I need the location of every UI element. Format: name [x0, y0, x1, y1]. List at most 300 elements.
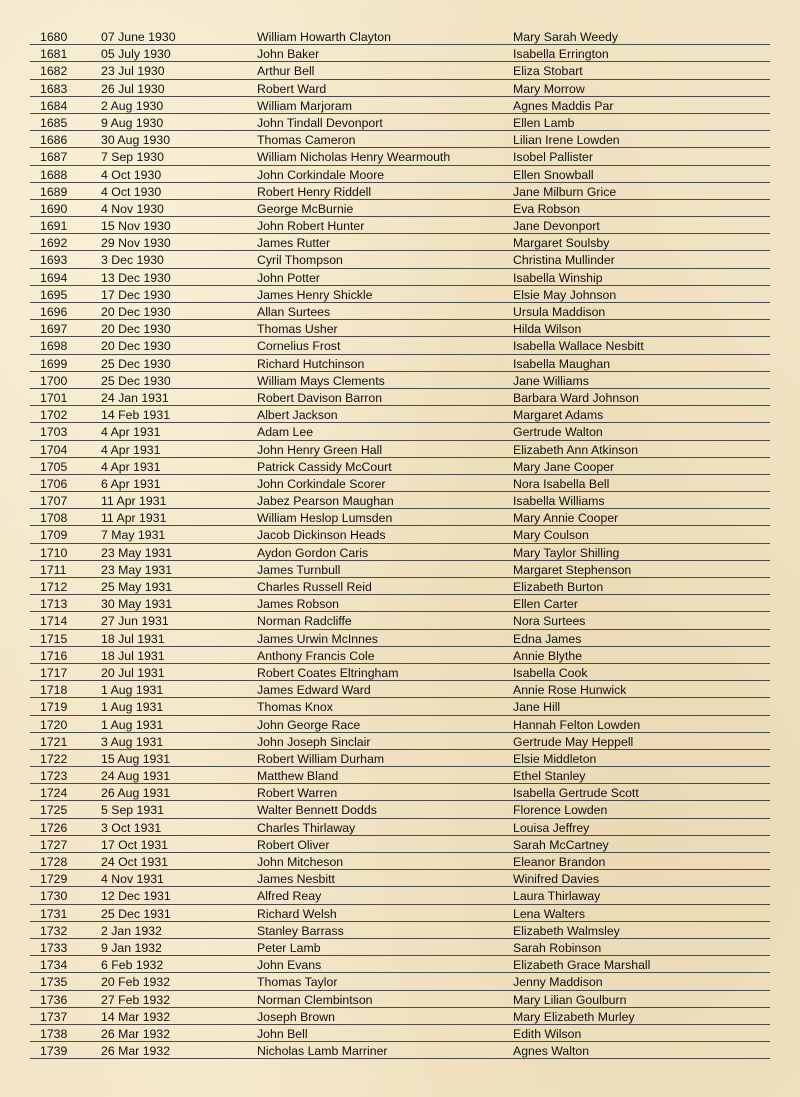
table-row: [0, 389, 800, 406]
marriage-date: 3 Dec 1930: [101, 253, 164, 268]
entry-number: 1720: [40, 717, 68, 732]
marriage-date: 9 Jan 1932: [101, 940, 162, 955]
table-row: [0, 200, 800, 217]
bride-name: Christina Mullinder: [513, 253, 615, 268]
entry-number: 1702: [40, 408, 68, 423]
marriage-date: 05 July 1930: [101, 47, 171, 62]
table-row: [0, 767, 800, 784]
groom-name: John Evans: [257, 958, 322, 973]
bride-name: Annie Blythe: [513, 648, 583, 663]
groom-name: Stanley Barrass: [257, 923, 344, 938]
entry-number: 1709: [40, 528, 68, 543]
table-row: [0, 544, 800, 561]
marriage-date: 26 Aug 1931: [101, 786, 171, 801]
table-row: [0, 664, 800, 681]
table-row: [0, 561, 800, 578]
groom-name: John Corkindale Moore: [257, 167, 385, 182]
groom-name: Thomas Cameron: [257, 133, 356, 148]
groom-name: Thomas Usher: [257, 322, 338, 337]
entry-number: 1699: [40, 356, 68, 371]
groom-name: Cyril Thompson: [257, 253, 343, 268]
table-row: [0, 423, 800, 440]
marriage-date: 15 Aug 1931: [101, 751, 171, 766]
table-row: [0, 853, 800, 870]
table-row: [0, 183, 800, 200]
marriage-date: 4 Nov 1930: [101, 201, 164, 216]
entry-number: 1693: [40, 253, 68, 268]
bride-name: Mary Taylor Shilling: [513, 545, 620, 560]
marriage-date: 7 Sep 1930: [101, 150, 164, 165]
table-row: [0, 939, 800, 956]
table-row: [0, 217, 800, 234]
table-row: [0, 612, 800, 629]
bride-name: Nora Isabella Bell: [513, 476, 610, 491]
entry-number: 1697: [40, 322, 68, 337]
groom-name: James Urwin McInnes: [257, 631, 378, 646]
bride-name: Jane Hill: [513, 700, 561, 715]
bride-name: Elsie May Johnson: [513, 287, 617, 302]
bride-name: Mary Elizabeth Murley: [513, 1009, 635, 1024]
marriage-date: 30 Aug 1930: [101, 133, 171, 148]
table-row: [0, 956, 800, 973]
entry-number: 1716: [40, 648, 68, 663]
groom-name: Cornelius Frost: [257, 339, 341, 354]
marriage-date: 14 Mar 1932: [101, 1009, 171, 1024]
groom-name: Peter Lamb: [257, 940, 321, 955]
groom-name: William Nicholas Henry Wearmouth: [257, 150, 451, 165]
marriage-date: 15 Nov 1930: [101, 219, 171, 234]
groom-name: Arthur Bell: [257, 64, 315, 79]
bride-name: Florence Lowden: [513, 803, 608, 818]
marriage-date: 24 Oct 1931: [101, 855, 168, 869]
marriage-date: 6 Apr 1931: [101, 476, 161, 491]
entry-number: 1723: [40, 769, 68, 784]
groom-name: John Baker: [257, 47, 320, 62]
table-row: [0, 647, 800, 664]
bride-name: Ellen Carter: [513, 597, 578, 612]
groom-name: George McBurnie: [257, 201, 354, 216]
groom-name: Albert Jackson: [257, 408, 338, 423]
groom-name: Robert Davison Barron: [257, 390, 383, 405]
bride-name: Isabella Errington: [513, 47, 609, 62]
groom-name: John Tindall Devonport: [257, 115, 383, 130]
table-row: [0, 991, 800, 1008]
entry-number: 1691: [40, 219, 68, 234]
entry-number: 1707: [40, 494, 68, 509]
groom-name: Aydon Gordon Caris: [257, 545, 369, 560]
bride-name: Elizabeth Walmsley: [513, 923, 620, 938]
marriage-date: 23 May 1931: [101, 562, 173, 577]
bride-name: Annie Rose Hunwick: [513, 683, 627, 698]
bride-name: Elsie Middleton: [513, 751, 597, 766]
marriage-date: 26 Jul 1930: [101, 81, 165, 96]
groom-name: William Mays Clements: [257, 373, 385, 388]
table-row: [0, 320, 800, 337]
entry-number: 1706: [40, 476, 68, 491]
marriage-register-table: [0, 28, 800, 1059]
entry-number: 1717: [40, 665, 68, 680]
marriage-date: 4 Apr 1931: [101, 425, 161, 440]
table-row: [0, 1025, 800, 1042]
entry-number: 1690: [40, 201, 68, 216]
marriage-date: 17 Dec 1930: [101, 287, 171, 302]
entry-number: 1701: [40, 390, 68, 405]
bride-name: Lena Walters: [513, 906, 585, 921]
bride-name: Laura Thirlaway: [513, 889, 601, 904]
table-row: [0, 269, 800, 286]
entry-number: 1681: [40, 47, 68, 62]
marriage-date: 1 Aug 1931: [101, 717, 164, 732]
entry-number: 1703: [40, 425, 68, 440]
groom-name: Joseph Brown: [257, 1009, 335, 1024]
entry-number: 1705: [40, 459, 68, 474]
table-row: [0, 114, 800, 131]
bride-name: Hannah Felton Lowden: [513, 717, 641, 732]
bride-name: Isabella Maughan: [513, 356, 611, 371]
groom-name: Robert Coates Eltringham: [257, 665, 399, 680]
groom-name: Allan Surtees: [257, 305, 331, 319]
entry-number: 1710: [40, 545, 68, 560]
bride-name: Isabella Cook: [513, 665, 588, 680]
table-row: [0, 148, 800, 165]
groom-name: Norman Clembintson: [257, 992, 373, 1007]
groom-name: John Henry Green Hall: [257, 442, 383, 457]
table-row: [0, 922, 800, 939]
entry-number: 1700: [40, 373, 68, 388]
bride-name: Jane Williams: [513, 373, 589, 388]
marriage-date: 25 Dec 1930: [101, 373, 171, 388]
marriage-date: 25 Dec 1930: [101, 356, 171, 371]
table-row: [0, 716, 800, 733]
marriage-date: 26 Mar 1932: [101, 1044, 171, 1059]
bride-name: Ellen Lamb: [513, 115, 575, 130]
table-row: [0, 750, 800, 767]
marriage-date: 20 Feb 1932: [101, 975, 171, 990]
entry-number: 1729: [40, 872, 68, 887]
marriage-date: 4 Nov 1931: [101, 872, 164, 887]
bride-name: Jenny Maddison: [513, 975, 603, 990]
groom-name: Thomas Knox: [257, 700, 333, 715]
bride-name: Margaret Stephenson: [513, 562, 632, 577]
bride-name: Margaret Soulsby: [513, 236, 610, 251]
entry-number: 1714: [40, 614, 68, 629]
entry-number: 1737: [40, 1009, 68, 1024]
entry-number: 1728: [40, 855, 68, 869]
bride-name: Nora Surtees: [513, 614, 586, 629]
table-row: [0, 595, 800, 612]
entry-number: 1713: [40, 597, 68, 612]
entry-number: 1735: [40, 975, 68, 990]
groom-name: James Edward Ward: [257, 683, 371, 698]
table-row: [0, 337, 800, 354]
entry-number: 1732: [40, 923, 68, 938]
bride-name: Elizabeth Burton: [513, 580, 604, 594]
entry-number: 1739: [40, 1044, 68, 1059]
groom-name: John George Race: [257, 717, 361, 732]
marriage-date: 26 Mar 1932: [101, 1026, 171, 1041]
bride-name: Mary Coulson: [513, 528, 589, 543]
groom-name: John Bell: [257, 1026, 308, 1041]
table-row: [0, 1042, 800, 1059]
marriage-date: 23 Jul 1930: [101, 64, 165, 79]
entry-number: 1687: [40, 150, 68, 165]
groom-name: William Heslop Lumsden: [257, 511, 393, 526]
bride-name: Isabella Gertrude Scott: [513, 786, 639, 801]
table-row: [0, 28, 800, 45]
entry-number: 1733: [40, 940, 68, 955]
marriage-date: 2 Aug 1930: [101, 98, 164, 113]
entry-number: 1727: [40, 837, 68, 852]
groom-name: Jacob Dickinson Heads: [257, 528, 386, 543]
groom-name: Nicholas Lamb Marriner: [257, 1044, 388, 1059]
groom-name: Robert Oliver: [257, 837, 330, 852]
table-row: [0, 819, 800, 836]
bride-name: Jane Devonport: [513, 219, 600, 234]
groom-name: Robert Ward: [257, 81, 327, 96]
table-row: [0, 733, 800, 750]
bride-name: Elizabeth Ann Atkinson: [513, 442, 639, 457]
marriage-date: 4 Oct 1930: [101, 167, 162, 182]
table-row: [0, 887, 800, 904]
table-row: [0, 355, 800, 372]
bride-name: Mary Lilian Goulburn: [513, 992, 627, 1007]
table-row: [0, 870, 800, 887]
entry-number: 1686: [40, 133, 68, 148]
marriage-date: 7 May 1931: [101, 528, 166, 543]
table-row: [0, 509, 800, 526]
entry-number: 1684: [40, 98, 68, 113]
marriage-date: 6 Feb 1932: [101, 958, 164, 973]
groom-name: Adam Lee: [257, 425, 314, 440]
bride-name: Louisa Jeffrey: [513, 820, 590, 835]
marriage-date: 5 Sep 1931: [101, 803, 164, 818]
bride-name: Isabella Williams: [513, 494, 605, 509]
entry-number: 1719: [40, 700, 68, 715]
bride-name: Agnes Maddis Par: [513, 98, 614, 113]
groom-name: Anthony Francis Cole: [257, 648, 375, 663]
marriage-date: 14 Feb 1931: [101, 408, 171, 423]
groom-name: Charles Thirlaway: [257, 820, 356, 835]
marriage-date: 23 May 1931: [101, 545, 173, 560]
marriage-date: 20 Jul 1931: [101, 665, 165, 680]
groom-name: Richard Welsh: [257, 906, 337, 921]
bride-name: Isabella Wallace Nesbitt: [513, 339, 644, 354]
groom-name: John Mitcheson: [257, 855, 344, 869]
table-row: [0, 372, 800, 389]
marriage-date: 4 Apr 1931: [101, 459, 161, 474]
table-row: [0, 526, 800, 543]
entry-number: 1708: [40, 511, 68, 526]
marriage-date: 18 Jul 1931: [101, 631, 165, 646]
entry-number: 1689: [40, 184, 68, 199]
bride-name: Winifred Davies: [513, 872, 600, 887]
table-row: [0, 784, 800, 801]
table-row: [0, 458, 800, 475]
bride-name: Ursula Maddison: [513, 305, 606, 319]
bride-name: Mary Annie Cooper: [513, 511, 619, 526]
entry-number: 1724: [40, 786, 68, 801]
marriage-date: 3 Oct 1931: [101, 820, 162, 835]
entry-number: 1712: [40, 580, 68, 594]
marriage-date: 4 Apr 1931: [101, 442, 161, 457]
groom-name: James Rutter: [257, 236, 331, 251]
entry-number: 1696: [40, 305, 68, 319]
bride-name: Lilian Irene Lowden: [513, 133, 620, 148]
entry-number: 1725: [40, 803, 68, 818]
entry-number: 1726: [40, 820, 68, 835]
marriage-date: 20 Dec 1930: [101, 305, 171, 319]
groom-name: William Marjoram: [257, 98, 352, 113]
entry-number: 1731: [40, 906, 68, 921]
bride-name: Eva Robson: [513, 201, 580, 216]
table-row: [0, 905, 800, 922]
table-row: [0, 492, 800, 509]
groom-name: James Nesbitt: [257, 872, 335, 887]
bride-name: Gertrude Walton: [513, 425, 603, 440]
bride-name: Mary Morrow: [513, 81, 585, 96]
marriage-date: 3 Aug 1931: [101, 734, 164, 749]
entry-number: 1685: [40, 115, 68, 130]
groom-name: Robert Henry Riddell: [257, 184, 372, 199]
marriage-date: 11 Apr 1931: [101, 511, 167, 526]
bride-name: Jane Milburn Grice: [513, 184, 617, 199]
entry-number: 1694: [40, 270, 68, 285]
marriage-date: 1 Aug 1931: [101, 683, 164, 698]
marriage-date: 20 Dec 1930: [101, 339, 171, 354]
marriage-date: 07 June 1930: [101, 30, 176, 44]
entry-number: 1736: [40, 992, 68, 1007]
table-row: [0, 251, 800, 268]
table-row: [0, 45, 800, 62]
marriage-date: 4 Oct 1930: [101, 184, 162, 199]
table-row: [0, 97, 800, 114]
groom-name: Robert William Durham: [257, 751, 385, 766]
bride-name: Edna James: [513, 631, 582, 646]
groom-name: Thomas Taylor: [257, 975, 338, 990]
table-row: [0, 234, 800, 251]
table-row: [0, 1008, 800, 1025]
entry-number: 1715: [40, 631, 68, 646]
table-row: [0, 801, 800, 818]
marriage-date: 18 Jul 1931: [101, 648, 165, 663]
entry-number: 1718: [40, 683, 68, 698]
bride-name: Ethel Stanley: [513, 769, 586, 784]
table-row: [0, 131, 800, 148]
bride-name: Eleanor Brandon: [513, 855, 606, 869]
entry-number: 1688: [40, 167, 68, 182]
table-row: [0, 80, 800, 97]
marriage-date: 11 Apr 1931: [101, 494, 167, 509]
bride-name: Edith Wilson: [513, 1026, 582, 1041]
groom-name: Norman Radcliffe: [257, 614, 352, 629]
marriage-date: 9 Aug 1930: [101, 115, 164, 130]
bride-name: Mary Jane Cooper: [513, 459, 615, 474]
entry-number: 1704: [40, 442, 68, 457]
entry-number: 1734: [40, 958, 68, 973]
entry-number: 1692: [40, 236, 68, 251]
bride-name: Sarah McCartney: [513, 837, 609, 852]
table-row: [0, 406, 800, 423]
marriage-date: 30 May 1931: [101, 597, 173, 612]
bride-name: Isabella Winship: [513, 270, 603, 285]
bride-name: Elizabeth Grace Marshall: [513, 958, 651, 973]
entry-number: 1711: [40, 562, 67, 577]
groom-name: Robert Warren: [257, 786, 338, 801]
table-row: [0, 698, 800, 715]
marriage-date: 29 Nov 1930: [101, 236, 171, 251]
marriage-date: 13 Dec 1930: [101, 270, 171, 285]
entry-number: 1683: [40, 81, 68, 96]
table-row: [0, 836, 800, 853]
marriage-date: 1 Aug 1931: [101, 700, 164, 715]
marriage-date: 24 Jan 1931: [101, 390, 169, 405]
bride-name: Gertrude May Heppell: [513, 734, 634, 749]
table-row: [0, 973, 800, 990]
marriage-date: 25 May 1931: [101, 580, 173, 594]
table-row: [0, 286, 800, 303]
marriage-date: 2 Jan 1932: [101, 923, 162, 938]
groom-name: John Potter: [257, 270, 320, 285]
bride-name: Hilda Wilson: [513, 322, 582, 337]
table-row: [0, 441, 800, 458]
marriage-date: 17 Oct 1931: [101, 837, 168, 852]
marriage-date: 25 Dec 1931: [101, 906, 171, 921]
bride-name: Sarah Robinson: [513, 940, 602, 955]
marriage-date: 27 Jun 1931: [101, 614, 169, 629]
bride-name: Ellen Snowball: [513, 167, 594, 182]
table-row: [0, 681, 800, 698]
entry-number: 1730: [40, 889, 68, 904]
entry-number: 1698: [40, 339, 68, 354]
marriage-date: 12 Dec 1931: [101, 889, 171, 904]
bride-name: Margaret Adams: [513, 408, 604, 423]
table-row: [0, 166, 800, 183]
groom-name: Richard Hutchinson: [257, 356, 365, 371]
entry-number: 1682: [40, 64, 68, 79]
entry-number: 1680: [40, 30, 68, 44]
groom-name: Alfred Reay: [257, 889, 322, 904]
groom-name: Matthew Bland: [257, 769, 339, 784]
groom-name: Charles Russell Reid: [257, 580, 372, 594]
entry-number: 1738: [40, 1026, 68, 1041]
bride-name: Mary Sarah Weedy: [513, 30, 619, 44]
marriage-date: 27 Feb 1932: [101, 992, 171, 1007]
marriage-date: 24 Aug 1931: [101, 769, 171, 784]
groom-name: William Howarth Clayton: [257, 30, 391, 44]
bride-name: Agnes Walton: [513, 1044, 590, 1059]
entry-number: 1721: [40, 734, 68, 749]
bride-name: Barbara Ward Johnson: [513, 390, 639, 405]
table-row: [0, 303, 800, 320]
groom-name: James Henry Shickle: [257, 287, 373, 302]
groom-name: John Corkindale Scorer: [257, 476, 386, 491]
table-row: [0, 630, 800, 647]
groom-name: Jabez Pearson Maughan: [257, 494, 394, 509]
groom-name: Patrick Cassidy McCourt: [257, 459, 392, 474]
bride-name: Eliza Stobart: [513, 64, 583, 79]
marriage-date: 20 Dec 1930: [101, 322, 171, 337]
groom-name: James Turnbull: [257, 562, 341, 577]
entry-number: 1722: [40, 751, 68, 766]
table-row: [0, 62, 800, 79]
groom-name: James Robson: [257, 597, 340, 612]
entry-number: 1695: [40, 287, 68, 302]
groom-name: Walter Bennett Dodds: [257, 803, 377, 818]
groom-name: John Robert Hunter: [257, 219, 365, 234]
bride-name: Isobel Pallister: [513, 150, 593, 165]
table-row: [0, 475, 800, 492]
groom-name: John Joseph Sinclair: [257, 734, 371, 749]
